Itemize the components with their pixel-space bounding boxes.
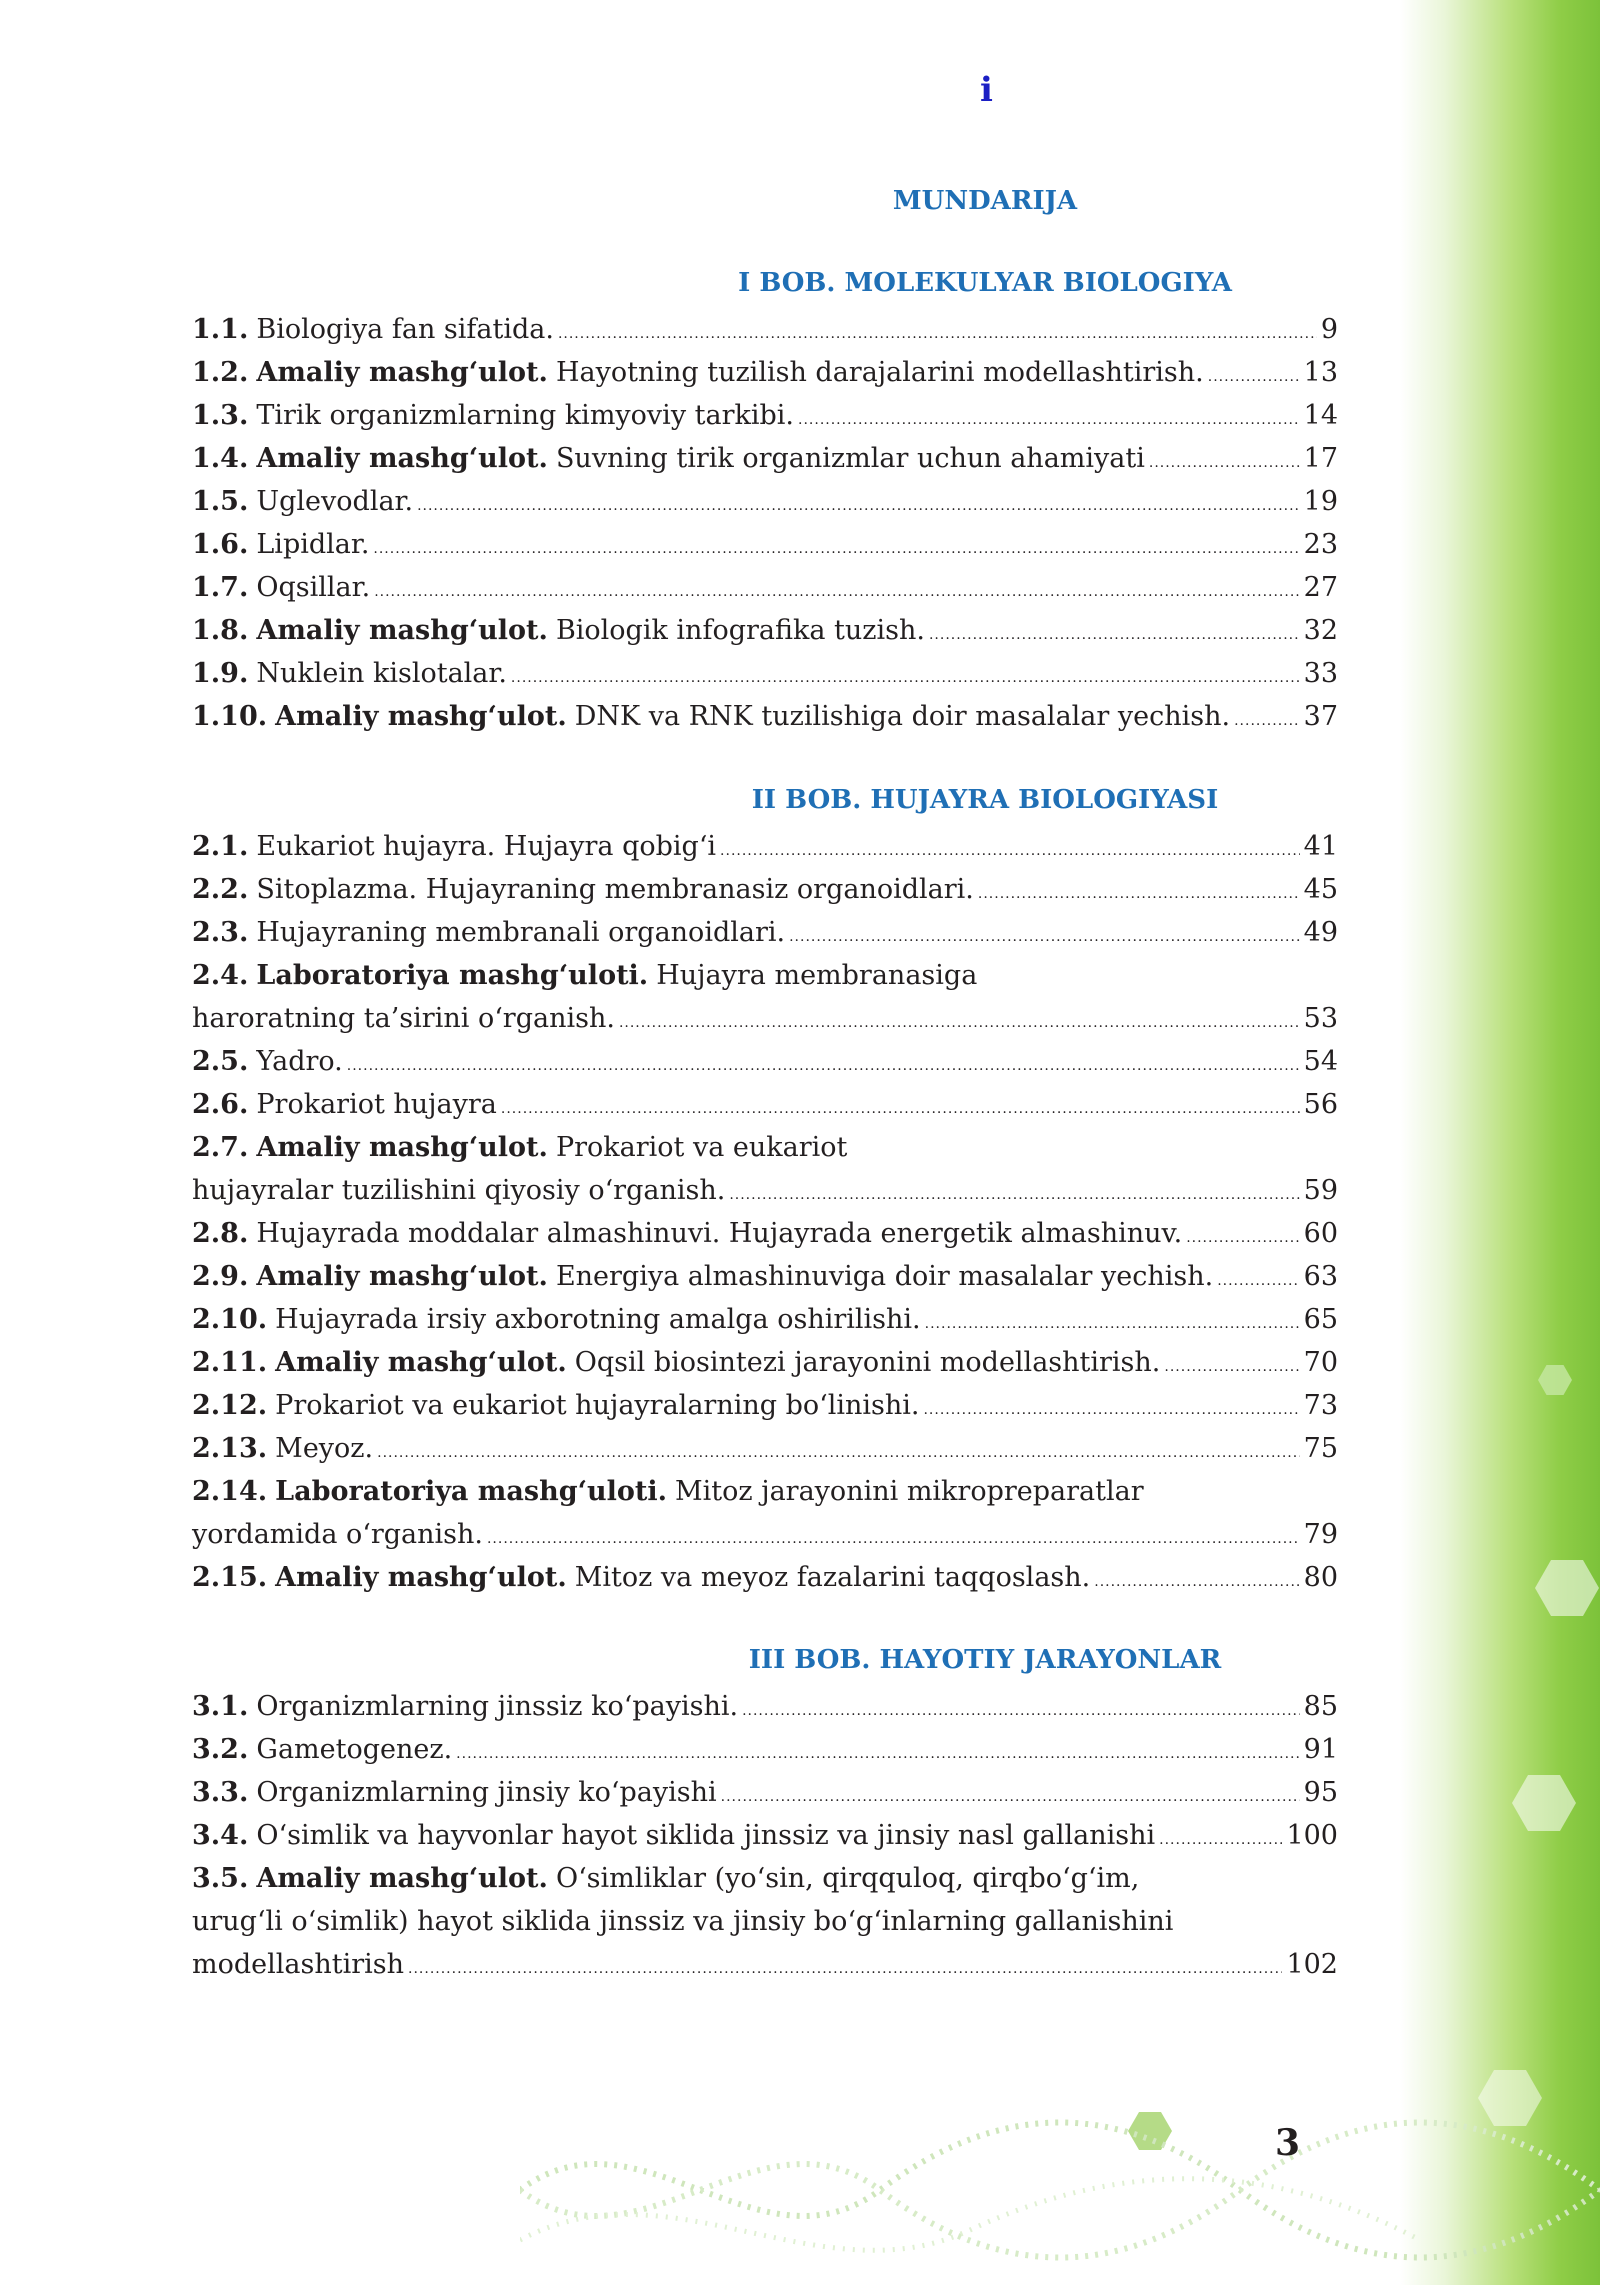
page-number: 3 [1275,2122,1301,2164]
entry-page-number: 37 [1303,701,1338,732]
entry-page-number: 14 [1303,400,1338,431]
entry-title: Suvning tirik organizmlar uchun ahamiyati [555,443,1145,474]
entry-title-continued: yordamida o‘rganish. [192,1519,483,1550]
dot-leader [417,485,1300,528]
entry-title: O‘simliklar (yo‘sin, qirqquloq, qirqbo‘g‘im, [555,1863,1140,1894]
entry-type-label: Amaliy mashg‘ulot. [275,1347,567,1378]
entry-number: 3.5. [192,1863,249,1894]
toc-entry [192,308,1338,351]
entry-title-continued: hujayralar tuzilishini qiyosiy o‘rganish. [192,1175,726,1206]
entry-number: 1.7. [192,572,249,603]
dot-leader [1159,1819,1282,1862]
entry-page-number: 53 [1303,1003,1338,1034]
entry-number: 1.6. [192,529,249,560]
toc-entry [192,1255,1338,1298]
dot-leader [1217,1260,1299,1303]
toc-entry [192,394,1338,437]
entry-title: Sitoplazma. Hujayraning membranasiz organoidlari. [256,874,974,905]
entry-page-number: 75 [1303,1433,1338,1464]
dot-leader [1208,356,1300,399]
entry-number: 3.4. [192,1820,249,1851]
entry-title: Yadro. [256,1046,343,1077]
entry-number: 1.3. [192,400,249,431]
dot-leader [720,830,1300,873]
entry-type-label: Laboratoriya mashg‘uloti. [275,1476,668,1507]
toc-entry [192,1212,1338,1255]
toc-entry [192,1384,1338,1427]
toc-entry [192,1040,1338,1083]
dot-leader [487,1518,1300,1561]
toc-entry [192,1298,1338,1341]
entry-number: 2.6. [192,1089,249,1120]
entry-page-number: 56 [1303,1089,1338,1120]
entry-type-label: Amaliy mashg‘ulot. [256,443,548,474]
entry-number: 2.11. [192,1347,268,1378]
toc-entry [192,954,1338,1040]
chapter-heading: I BOB. MOLEKULYAR BIOLOGIYA [738,268,1232,298]
toc-entry [192,1341,1338,1384]
entry-number: 2.8. [192,1218,249,1249]
entry-title: O‘simlik va hayvonlar hayot siklida jinssiz va jinsiy nasl gallanishi [256,1820,1156,1851]
dot-leader [511,657,1300,700]
entry-title: Oqsillar. [256,572,371,603]
entry-type-label: Amaliy mashg‘ulot. [256,615,548,646]
entry-page-number: 70 [1303,1347,1338,1378]
entry-number: 2.13. [192,1433,268,1464]
dna-helix-illustration [520,2040,1600,2285]
top-marker-text: i [980,70,993,110]
toc-entry [192,1685,1338,1728]
toc-entry [192,351,1338,394]
entry-page-number: 23 [1303,529,1338,560]
entry-number: 2.15. [192,1562,268,1593]
entry-page-number: 19 [1303,486,1338,517]
entry-title: Oqsil biosintezi jarayonini modellashtirish. [574,1347,1161,1378]
dot-leader [619,1002,1300,1045]
entry-number: 1.4. [192,443,249,474]
entry-page-number: 60 [1303,1218,1338,1249]
entry-number: 2.1. [192,831,249,862]
entry-title: Meyoz. [275,1433,374,1464]
dot-leader [347,1045,1300,1088]
entry-number: 1.5. [192,486,249,517]
toc-entry [192,1857,1338,1986]
toc-entry [192,868,1338,911]
entry-number: 2.9. [192,1261,249,1292]
entry-page-number: 73 [1303,1390,1338,1421]
entry-number: 1.1. [192,314,249,345]
dot-leader [729,1174,1299,1217]
entry-page-number: 85 [1303,1691,1338,1722]
toc-entry [192,480,1338,523]
dot-leader [558,313,1317,356]
entry-type-label: Amaliy mashg‘ulot. [275,1562,567,1593]
entry-title: Energiya almashinuviga doir masalalar yechish. [555,1261,1214,1292]
toc-entry [192,1427,1338,1470]
entry-number: 1.8. [192,615,249,646]
dot-leader [1094,1561,1299,1604]
dot-leader [1149,442,1300,485]
toc-entry [192,825,1338,868]
entry-title: Biologik infografika tuzish. [555,615,925,646]
entry-page-number: 49 [1303,917,1338,948]
entry-type-label: Amaliy mashg‘ulot. [256,357,548,388]
dot-leader [798,399,1300,442]
entry-title: Prokariot va eukariot hujayralarning bo‘linishi. [275,1390,920,1421]
entry-number: 1.10. [192,701,268,732]
entry-title-continued: haroratning ta’sirini o‘rganish. [192,1003,615,1034]
entry-page-number: 91 [1303,1734,1338,1765]
dot-leader [1186,1217,1299,1260]
dot-leader [456,1733,1299,1776]
entry-title: Hujayraning membranali organoidlari. [256,917,786,948]
entry-page-number: 65 [1303,1304,1338,1335]
entry-type-label: Amaliy mashg‘ulot. [256,1132,548,1163]
entry-title: Hayotning tuzilish darajalarini modellashtirish. [555,357,1204,388]
entry-page-number: 41 [1303,831,1338,862]
entry-number: 3.3. [192,1777,249,1808]
page-title: MUNDARIJA [892,186,1078,216]
chapter-heading: III BOB. HAYOTIY JARAYONLAR [748,1645,1222,1675]
dot-leader [929,614,1300,657]
entry-type-label: Laboratoriya mashg‘uloti. [256,960,649,991]
entry-number: 1.9. [192,658,249,689]
entry-page-number: 79 [1303,1519,1338,1550]
entry-number: 2.10. [192,1304,268,1335]
entry-number: 2.3. [192,917,249,948]
entry-page-number: 80 [1303,1562,1338,1593]
entry-title: Hujayra membranasiga [656,960,978,991]
entry-title: Mitoz va meyoz fazalarini taqqoslash. [574,1562,1091,1593]
toc-entry [192,1556,1338,1599]
entry-type-label: Amaliy mashg‘ulot. [256,1261,548,1292]
entry-page-number: 59 [1303,1175,1338,1206]
entry-page-number: 95 [1303,1777,1338,1808]
entry-title-continued: modellashtirish [192,1949,405,1980]
entry-title: Hujayrada irsiy axborotning amalga oshirilishi. [275,1304,921,1335]
entry-title: Prokariot va eukariot [555,1132,848,1163]
toc-entry [192,1814,1338,1857]
dot-leader [721,1776,1300,1819]
entry-page-number: 102 [1286,1949,1338,1980]
toc-entry [192,1728,1338,1771]
entry-type-label: Amaliy mashg‘ulot. [256,1863,548,1894]
dot-leader [1234,700,1300,743]
dot-leader [789,916,1300,959]
entry-title: Organizmlarning jinssiz ko‘payishi. [256,1691,739,1722]
entry-page-number: 27 [1303,572,1338,603]
entry-page-number: 100 [1286,1820,1338,1851]
dot-leader [501,1088,1300,1131]
entry-page-number: 54 [1303,1046,1338,1077]
entry-title: Prokariot hujayra [256,1089,497,1120]
entry-title: Hujayrada moddalar almashinuvi. Hujayrada energetik almashinuv. [256,1218,1183,1249]
toc-entry [192,523,1338,566]
toc-entry [192,1771,1338,1814]
entry-number: 2.14. [192,1476,268,1507]
entry-title: DNK va RNK tuzilishiga doir masalalar yechish. [574,701,1231,732]
dot-leader [978,873,1300,916]
dot-leader [923,1389,1299,1432]
toc-entry [192,695,1338,738]
dot-leader [373,528,1299,571]
toc-entry [192,1083,1338,1126]
entry-type-label: Amaliy mashg‘ulot. [275,701,567,732]
toc-entry [192,566,1338,609]
entry-title: Lipidlar. [256,529,370,560]
entry-page-number: 33 [1303,658,1338,689]
entry-title: Mitoz jarayonini mikropreparatlar [675,1476,1144,1507]
entry-number: 3.2. [192,1734,249,1765]
entry-title: Organizmlarning jinsiy ko‘payishi [256,1777,717,1808]
entry-page-number: 32 [1303,615,1338,646]
dot-leader [742,1690,1300,1733]
entry-title: Tirik organizmlarning kimyoviy tarkibi. [256,400,795,431]
entry-page-number: 45 [1303,874,1338,905]
entry-number: 2.2. [192,874,249,905]
toc-entry [192,652,1338,695]
entry-title-continued: urug‘li o‘simlik) hayot siklida jinssiz va jinsiy bo‘g‘inlarning gallanishini [192,1906,1174,1937]
entry-page-number: 13 [1303,357,1338,388]
dot-leader [377,1432,1300,1475]
entry-title: Uglevodlar. [256,486,414,517]
entry-title: Gametogenez. [256,1734,453,1765]
entry-number: 2.5. [192,1046,249,1077]
entry-page-number: 9 [1320,314,1338,345]
toc-entry [192,911,1338,954]
dot-leader [925,1303,1300,1346]
dot-leader [1164,1346,1299,1389]
entry-number: 2.4. [192,960,249,991]
entry-page-number: 63 [1303,1261,1338,1292]
toc-entry [192,1126,1338,1212]
entry-page-number: 17 [1303,443,1338,474]
entry-title: Biologiya fan sifatida. [256,314,554,345]
entry-number: 1.2. [192,357,249,388]
entry-number: 2.12. [192,1390,268,1421]
entry-title: Nuklein kislotalar. [256,658,507,689]
chapter-heading: II BOB. HUJAYRA BIOLOGIYASI [751,785,1219,815]
dot-leader [374,571,1299,614]
toc-entry [192,437,1338,480]
entry-title: Eukariot hujayra. Hujayra qobig‘i [256,831,717,862]
entry-number: 3.1. [192,1691,249,1722]
dot-leader [408,1948,1282,1991]
toc-entry [192,609,1338,652]
entry-number: 2.7. [192,1132,249,1163]
toc-entry [192,1470,1338,1556]
green-side-band [1400,0,1600,2285]
